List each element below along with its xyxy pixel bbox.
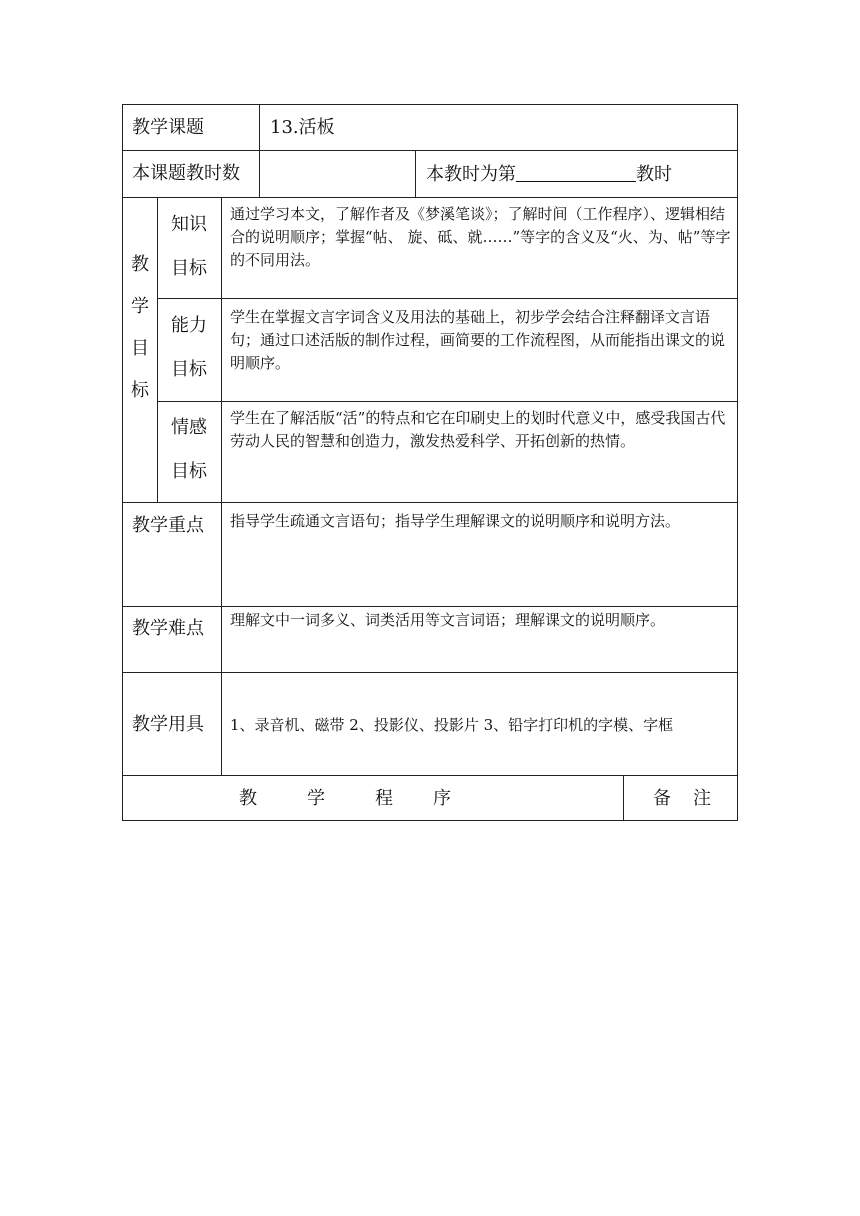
difficulty-label: 教学难点 [132, 618, 204, 639]
current-hour-suffix: 教时 [636, 164, 672, 185]
notes-char: 注 [693, 788, 711, 809]
row-divider [123, 606, 737, 607]
knowledge-objective-label [157, 203, 221, 291]
topic-value: 13.活板 [270, 117, 335, 138]
procedure-char: 程 [375, 788, 393, 809]
difficulty-text: 理解文中一词多义、词类活用等文言词语；理解课文的说明顺序。 [230, 611, 666, 629]
row-divider [123, 150, 737, 151]
tools-text: 1、录音机、磁带 2、投影仪、投影片 3、铅字打印机的字模、字框 [230, 716, 674, 734]
emotion-objective-text: 学生在了解活版“活”的特点和它在印刷史上的划时代意义中，感受我国古代劳动人民的智慧和创造力，激发热爱科学、开拓创新的热情。 [230, 409, 726, 450]
objectives-label-char: 学 [131, 296, 149, 317]
knowledge-label-line: 目标 [171, 258, 207, 279]
procedure-char: 学 [307, 788, 325, 809]
objectives-label-char: 标 [131, 380, 149, 401]
col-divider [623, 775, 624, 821]
row-divider [157, 401, 737, 402]
lesson-plan-table [122, 104, 738, 821]
procedure-char: 教 [239, 788, 257, 809]
procedure-char: 序 [433, 788, 451, 809]
emotion-label-line: 情感 [171, 417, 207, 438]
current-hour-line [426, 163, 672, 186]
current-hour-prefix: 本教时为第 [426, 164, 516, 185]
row-divider [123, 775, 737, 776]
hours-label: 本课题教时数 [132, 163, 240, 184]
tools-label: 教学用具 [132, 714, 204, 735]
row-divider [123, 197, 737, 198]
col-divider [221, 502, 222, 775]
objectives-label-char: 教 [131, 254, 149, 275]
col-divider [415, 150, 416, 197]
ability-objective-text: 学生在掌握文言字词含义及用法的基础上，初步学会结合注释翻译文言语句；通过口述活版的制作过程，画简要的工作流程图，从而能指出课文的说明顺序。 [230, 308, 726, 372]
notes-header [653, 788, 711, 810]
ability-label-line: 目标 [171, 359, 207, 380]
key-points-label: 教学重点 [132, 515, 204, 536]
knowledge-label-line: 知识 [171, 214, 207, 235]
row-divider [123, 672, 737, 673]
emotion-label-line: 目标 [171, 461, 207, 482]
col-divider [221, 197, 222, 502]
notes-char: 备 [653, 788, 671, 809]
col-divider [259, 105, 260, 197]
objectives-label-char: 目 [131, 338, 149, 359]
topic-label: 教学课题 [132, 117, 204, 138]
ability-objective-label [157, 304, 221, 392]
key-points-text: 指导学生疏通文言语句；指导学生理解课文的说明顺序和说明方法。 [230, 512, 681, 530]
knowledge-objective-text: 通过学习本文，了解作者及《梦溪笔谈》；了解时间（工作程序）、逻辑相结合的说明顺序；掌握“帖、 旋、砥、就……”等字的含义及“火、为、帖”等字的不同用法。 [230, 205, 731, 269]
ability-label-line: 能力 [171, 315, 207, 336]
objectives-group-label [123, 244, 157, 412]
emotion-objective-label [157, 406, 221, 494]
row-divider [157, 298, 737, 299]
procedure-header [239, 788, 451, 810]
row-divider [123, 502, 737, 503]
current-hour-blank[interactable] [516, 163, 636, 182]
